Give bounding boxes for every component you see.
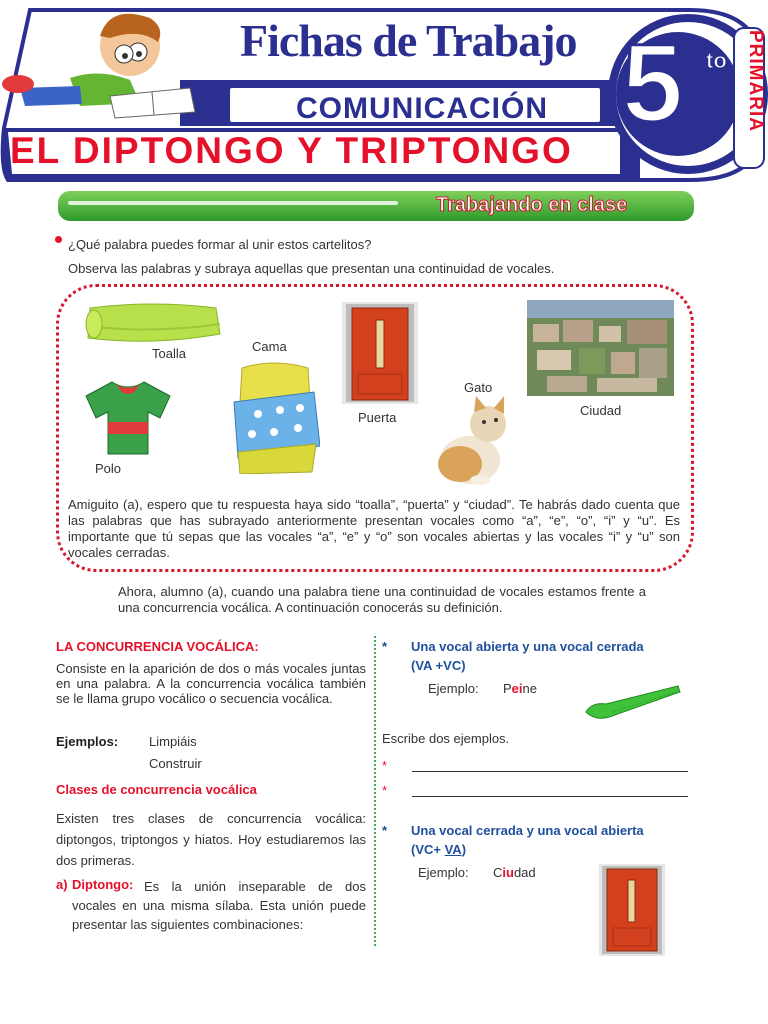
star-marker: * xyxy=(382,639,388,654)
label-polo: Polo xyxy=(95,461,122,476)
answer-line-2[interactable] xyxy=(412,795,688,797)
code-part: (VC+ xyxy=(411,842,445,857)
label-gato: Gato xyxy=(464,380,493,395)
diptongo-term: Diptongo: xyxy=(72,877,134,892)
answer-star-1: * xyxy=(382,758,388,773)
word-highlight: iu xyxy=(502,865,514,880)
examples-label: Ejemplos: xyxy=(56,734,119,749)
boy-reading-illustration xyxy=(0,8,210,123)
combo1-example-word xyxy=(503,681,537,697)
label-puerta: Puerta xyxy=(358,410,397,425)
intro-question: ¿Qué palabra puedes formar al unir estos cartelitos? xyxy=(68,237,372,252)
classes-heading: Clases de concurrencia vocálica xyxy=(56,782,257,797)
combo1-example-label: Ejemplo: xyxy=(428,681,479,696)
label-ciudad: Ciudad xyxy=(580,403,622,418)
explanation-paragraph: Amiguito (a), espero que tu respuesta haya sido “toalla”, “puerta” y “ciudad”. Te habrás dado cuenta que las palabras que has subrayado anteriormente presentan vocales como “a”, “e”, “o”, “i” y “u”. Es importante que tú sepas que las vocales “a”, “e” y “o” son vocales abiertas y las vocales “i” y “u” son vocales cerradas. xyxy=(68,497,680,560)
combo1-code: (VA +VC) xyxy=(411,658,466,673)
word-part: dad xyxy=(513,865,536,880)
tshirt-image xyxy=(84,378,172,458)
concurrencia-heading: LA CONCURRENCIA VOCÁLICA: xyxy=(56,639,259,654)
star-marker-2: * xyxy=(382,823,388,838)
door-image xyxy=(342,302,418,404)
example-construir: Construir xyxy=(149,756,202,771)
label-cama: Cama xyxy=(252,339,287,354)
subject-label: COMUNICACIÓN xyxy=(296,92,548,125)
intro-instruction: Observa las palabras y subraya aquellas que presentan una continuidad de vocales. xyxy=(68,261,555,276)
transition-paragraph: Ahora, alumno (a), cuando una palabra tiene una continuidad de vocales estamos frente a una concurrencia vocálica. A continuación conocerás su definición. xyxy=(118,584,646,615)
section-label: Trabajando en clase xyxy=(436,194,628,216)
cat-image xyxy=(430,394,512,486)
bullet-icon xyxy=(55,236,62,243)
write-prompt: Escribe dos ejemplos. xyxy=(382,731,510,746)
towel-image xyxy=(82,302,224,346)
code-part: ) xyxy=(461,842,467,857)
word-part: ne xyxy=(522,681,537,696)
combo2-title: Una vocal cerrada y una vocal abierta xyxy=(411,823,644,838)
level-label: PRIMARIA xyxy=(745,30,766,132)
code-underlined: VA xyxy=(444,842,462,857)
combo2-code xyxy=(411,842,466,858)
word-highlight: ei xyxy=(511,681,523,696)
city-image xyxy=(527,300,674,396)
grade-number: 5 xyxy=(622,22,684,145)
answer-line-1[interactable] xyxy=(412,770,688,772)
definition-text: Consiste en la aparición de dos o más vocales juntas en una palabra. A la concurrencia vocálica también se le llama grupo vocálico o secuencia vocálica. xyxy=(56,661,366,706)
comb-image xyxy=(582,680,682,722)
label-toalla: Toalla xyxy=(152,346,186,361)
page-title: Fichas de Trabajo xyxy=(240,15,577,66)
word-part: C xyxy=(493,865,503,880)
diptongo-definition: Es la unión inseparable de dos vocales en una misma sílaba. Esta unión puede presentar las siguientes combinaciones: xyxy=(72,879,366,932)
bed-image xyxy=(228,362,320,474)
combo2-example-word xyxy=(493,865,536,881)
combo1-title: Una vocal abierta y una vocal cerrada xyxy=(411,639,644,654)
answer-star-2: * xyxy=(382,783,388,798)
combo2-example-label: Ejemplo: xyxy=(418,865,469,880)
classes-text: Existen tres clases de concurrencia vocálica: diptongos, triptongos y hiatos. Hoy estudiaremos las dos primeras. xyxy=(56,811,366,868)
example-limpiais: Limpiáis xyxy=(149,734,197,749)
topic-title: EL DIPTONGO Y TRIPTONGO xyxy=(10,130,573,171)
word-part: P xyxy=(503,681,512,696)
grade-suffix: to xyxy=(706,48,727,73)
diptongo-marker: a) xyxy=(56,877,68,892)
column-divider xyxy=(374,636,376,946)
door-image-2 xyxy=(599,864,665,956)
